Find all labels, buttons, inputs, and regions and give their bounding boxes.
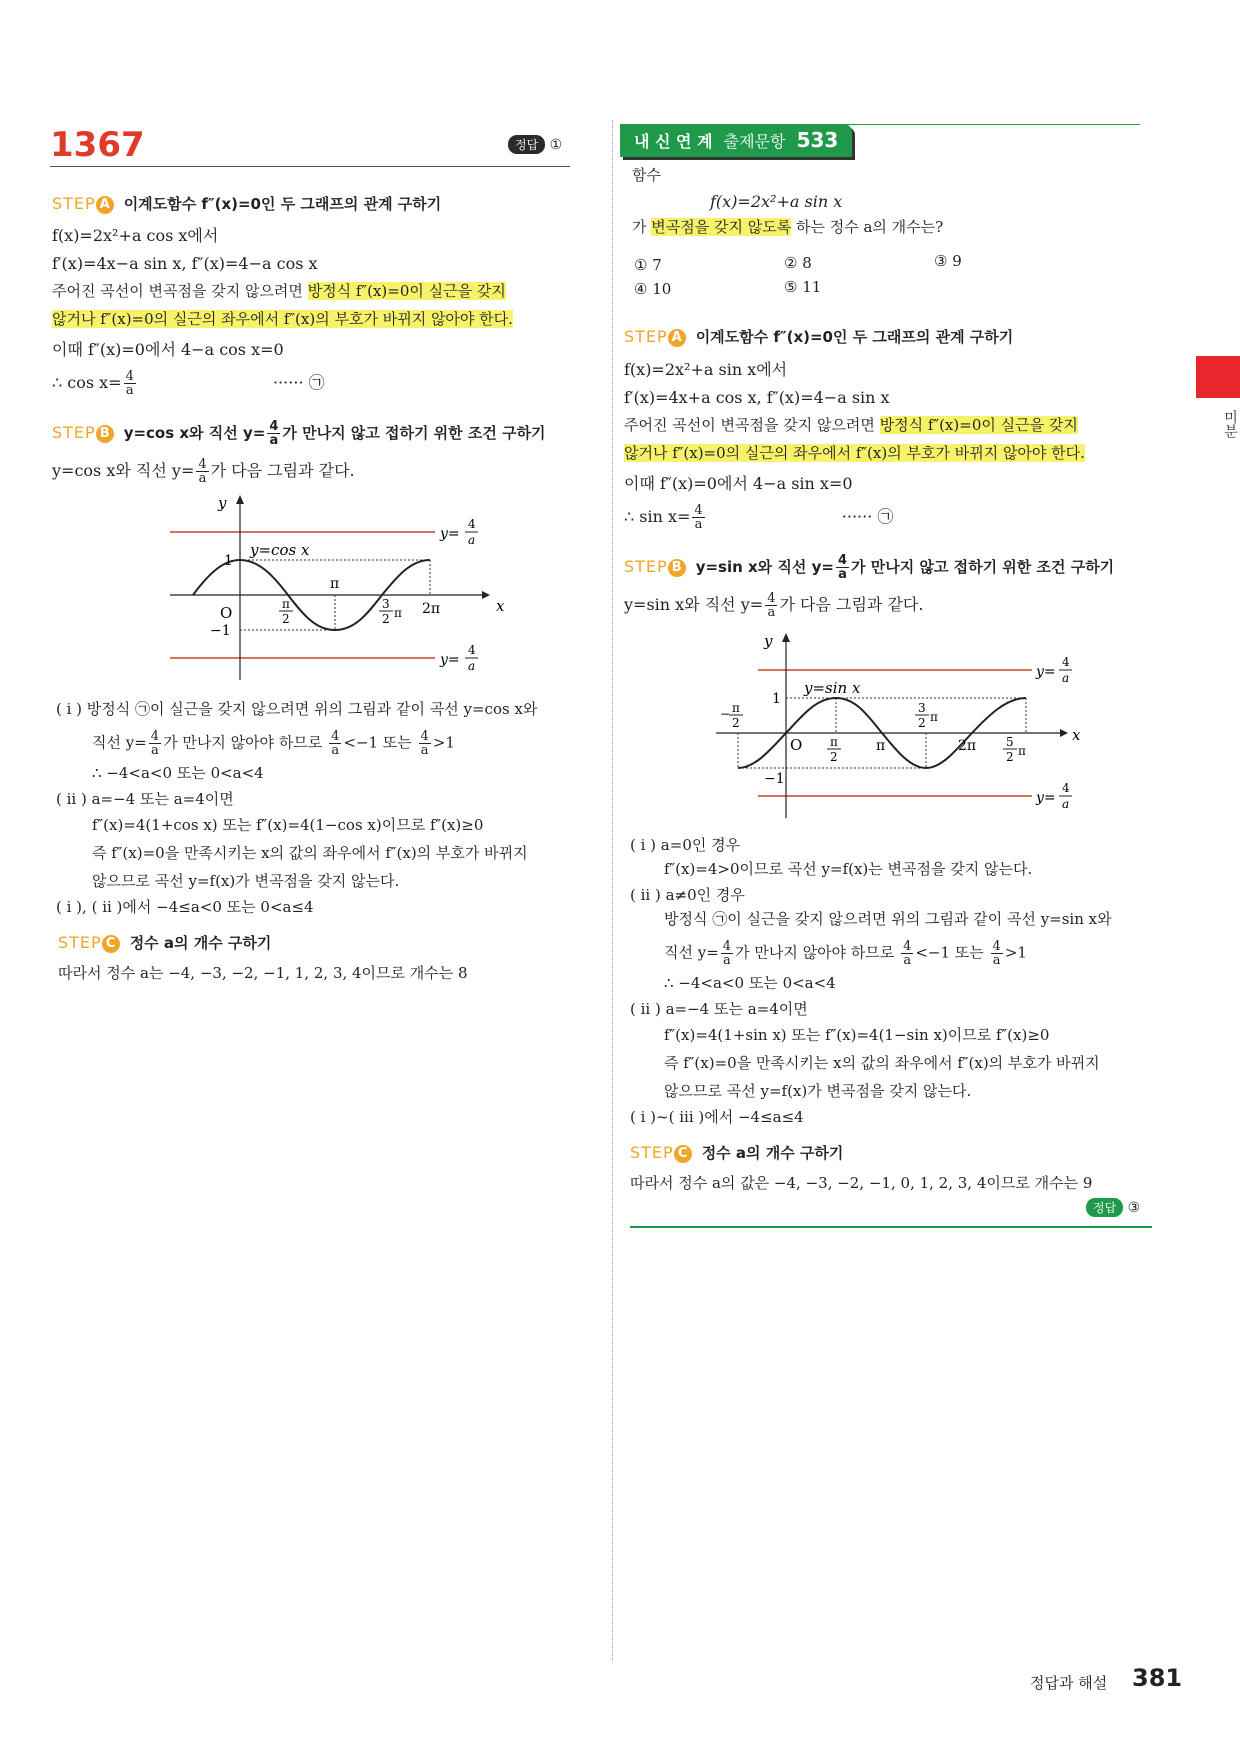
fraction bbox=[419, 730, 431, 757]
denominator: a bbox=[125, 383, 134, 398]
five-half-den: 2 bbox=[1006, 750, 1014, 764]
answer-badge: 정답 bbox=[1086, 1198, 1123, 1217]
choice-3: ③ 9 bbox=[934, 252, 962, 270]
y-axis-arrow bbox=[236, 495, 244, 504]
column-divider bbox=[612, 120, 613, 1660]
text-line: ( i ) a=0인 경우 bbox=[630, 836, 741, 854]
bottom-line-num: 4 bbox=[1062, 781, 1070, 795]
top-line-num: 4 bbox=[468, 517, 476, 531]
text-line: 즉 f″(x)=0을 만족시키는 x의 값의 좌우에서 f″(x)의 부호가 바뀌지 bbox=[664, 1054, 1100, 1072]
question-line bbox=[632, 218, 943, 238]
text-line: f(x)=2x²+a sin x에서 bbox=[624, 360, 788, 379]
x-axis-arrow bbox=[1060, 729, 1068, 737]
bottom-line-den: a bbox=[468, 659, 476, 673]
equation-tag: ······ ㉠ bbox=[272, 373, 325, 392]
neg-half-num: π bbox=[732, 701, 740, 715]
numerator: 4 bbox=[992, 939, 1001, 954]
text-line bbox=[52, 458, 355, 485]
fraction bbox=[149, 730, 161, 757]
question-line: f(x)=2x²+a sin x bbox=[710, 192, 843, 211]
linked-problem-banner bbox=[620, 124, 852, 157]
text-line: 이때 f″(x)=0에서 4−a sin x=0 bbox=[624, 474, 853, 493]
highlight-span: 않거나 f″(x)=0의 실근의 좌우에서 f″(x)의 부호가 바뀌지 않아야 한다. bbox=[624, 444, 1085, 462]
answer-value: ③ bbox=[1127, 1200, 1141, 1216]
step-label: STEP bbox=[52, 194, 96, 213]
answer-badge: 정답 bbox=[508, 135, 545, 154]
cos-graph bbox=[160, 490, 510, 690]
step-a-heading bbox=[624, 326, 1013, 347]
numerator: 4 bbox=[694, 503, 703, 518]
minus-one-label: −1 bbox=[764, 771, 785, 787]
denominator: a bbox=[151, 743, 159, 758]
step-letter: C bbox=[102, 935, 120, 953]
fraction bbox=[991, 940, 1003, 967]
text-line: ( i ), ( ii )에서 −4≤a<0 또는 0<a≤4 bbox=[56, 898, 314, 916]
text-span: >1 bbox=[1004, 943, 1027, 962]
text-span: 주어진 곡선이 변곡점을 갖지 않으려면 bbox=[624, 416, 880, 434]
text-span: 가 만나지 않아야 하므로 bbox=[735, 943, 900, 962]
step-title: 정수 a의 개수 구하기 bbox=[129, 934, 272, 952]
denominator: a bbox=[420, 743, 429, 758]
x-axis-arrow bbox=[482, 591, 490, 599]
step-a-heading bbox=[52, 193, 441, 214]
two-pi-label: 2π bbox=[958, 738, 977, 754]
fraction bbox=[267, 420, 280, 447]
step-b-heading bbox=[624, 554, 1114, 581]
text-line: f′(x)=4x+a cos x, f″(x)=4−a sin x bbox=[624, 388, 890, 407]
text-line: 즉 f″(x)=0을 만족시키는 x의 값의 좌우에서 f″(x)의 부호가 바뀌지 bbox=[92, 844, 528, 862]
text-span: <−1 또는 bbox=[915, 943, 989, 962]
step-title: 가 만나지 않고 접하기 위한 조건 구하기 bbox=[282, 424, 546, 442]
step-c-heading bbox=[58, 932, 271, 953]
answer-value: ① bbox=[549, 137, 563, 153]
top-line-label: y= bbox=[440, 526, 460, 542]
pi-half-num: π bbox=[282, 597, 290, 611]
denominator: a bbox=[903, 953, 912, 968]
equation-tag: ······ ㉠ bbox=[841, 507, 894, 526]
text-line: ∴ −4<a<0 또는 0<a<4 bbox=[664, 974, 836, 992]
text-span: <−1 또는 bbox=[343, 733, 417, 752]
denominator: a bbox=[838, 567, 847, 582]
five-half-num: 5 bbox=[1006, 735, 1014, 749]
origin-label: O bbox=[790, 736, 803, 754]
pi-label: π bbox=[876, 738, 886, 754]
three-half-num: 3 bbox=[382, 597, 390, 611]
x-axis-label: x bbox=[1072, 726, 1081, 744]
text-span: y=sin x와 직선 y= bbox=[624, 595, 764, 614]
numerator: 4 bbox=[903, 939, 912, 954]
fraction bbox=[765, 592, 777, 619]
denominator: a bbox=[198, 471, 207, 486]
text-line: 방정식 ㉠이 실근을 갖지 않으려면 위의 그림과 같이 곡선 y=sin x와 bbox=[664, 910, 1112, 928]
text-line bbox=[624, 416, 1078, 436]
neg-half-den: 2 bbox=[732, 716, 740, 730]
highlight-span: 방정식 f″(x)=0이 실근을 갖지 bbox=[307, 282, 506, 300]
denominator: a bbox=[723, 953, 731, 968]
problem-number: 1367 bbox=[50, 125, 145, 165]
y-axis-label: y bbox=[218, 494, 227, 512]
linked-answer-indicator bbox=[1086, 1198, 1140, 1217]
top-line-den: a bbox=[468, 533, 476, 547]
y-axis-label: y bbox=[764, 632, 773, 650]
step-c-heading bbox=[630, 1142, 843, 1163]
text-line bbox=[52, 282, 506, 302]
answer-indicator bbox=[508, 135, 562, 154]
text-span: 주어진 곡선이 변곡점을 갖지 않으려면 bbox=[52, 282, 308, 300]
y-axis-arrow bbox=[782, 633, 790, 642]
step-title: 가 만나지 않고 접하기 위한 조건 구하기 bbox=[851, 558, 1115, 576]
three-half-den: 2 bbox=[918, 716, 926, 730]
half-pi-num: π bbox=[830, 735, 838, 749]
three-half-den: 2 bbox=[382, 612, 390, 626]
text-line bbox=[664, 940, 1027, 967]
text-line: 따라서 정수 a의 값은 −4, −3, −2, −1, 0, 1, 2, 3, 4이므로 개수는 9 bbox=[630, 1174, 1093, 1192]
text-line: ∴ −4<a<0 또는 0<a<4 bbox=[92, 764, 264, 782]
five-half-pi: π bbox=[1018, 744, 1026, 758]
sin-graph bbox=[710, 628, 1090, 828]
denominator: a bbox=[331, 743, 340, 758]
text-line: 따라서 정수 a는 −4, −3, −2, −1, 1, 2, 3, 4이므로 개수는 8 bbox=[58, 964, 468, 982]
text-line: 않으므로 곡선 y=f(x)가 변곡점을 갖지 않는다. bbox=[664, 1082, 972, 1100]
banner-number: 533 bbox=[796, 128, 839, 152]
numerator: 4 bbox=[331, 729, 340, 744]
text-line bbox=[624, 504, 893, 531]
highlight-span: 변곡점을 갖지 않도록 bbox=[651, 218, 792, 236]
text-span: 가 만나지 않아야 하므로 bbox=[163, 733, 328, 752]
step-title: 이계도함수 f″(x)=0인 두 그래프의 관계 구하기 bbox=[695, 328, 1014, 346]
highlight-span: 않거나 f″(x)=0의 실근의 좌우에서 f″(x)의 부호가 바뀌지 않아야 한다. bbox=[52, 310, 513, 328]
three-half-num: 3 bbox=[918, 701, 926, 715]
choice-1: ① 7 bbox=[634, 256, 662, 274]
text-line bbox=[624, 592, 923, 619]
top-line-den: a bbox=[1062, 671, 1070, 685]
numerator: 4 bbox=[837, 553, 847, 568]
fraction bbox=[721, 940, 733, 967]
step-title: 이계도함수 f″(x)=0인 두 그래프의 관계 구하기 bbox=[123, 195, 442, 213]
step-title: y=cos x와 직선 y= bbox=[123, 424, 266, 442]
bottom-line-den: a bbox=[1062, 797, 1070, 811]
page-number: 381 bbox=[1132, 1664, 1183, 1692]
curve-label: y=cos x bbox=[250, 541, 310, 559]
step-title: y=sin x와 직선 y= bbox=[695, 558, 834, 576]
step-b-heading bbox=[52, 420, 546, 447]
text-line: ( ii ) a=−4 또는 a=4이면 bbox=[630, 1000, 808, 1018]
question-line: 함수 bbox=[632, 166, 661, 184]
highlight-span: 방정식 f″(x)=0이 실근을 갖지 bbox=[879, 416, 1078, 434]
choice-5: ⑤ 11 bbox=[784, 278, 822, 296]
curve-label: y=sin x bbox=[804, 679, 861, 697]
text-span: 직선 y= bbox=[92, 733, 147, 752]
choice-2: ② 8 bbox=[784, 254, 812, 272]
denominator: a bbox=[767, 605, 776, 620]
fraction bbox=[901, 940, 913, 967]
step-label: STEP bbox=[624, 557, 668, 576]
linked-end-rule bbox=[630, 1226, 1152, 1228]
denominator: a bbox=[992, 953, 1001, 968]
header-rule bbox=[50, 166, 570, 167]
minus-one-label: −1 bbox=[210, 623, 231, 639]
pi-label: π bbox=[330, 576, 340, 592]
bottom-line-label: y= bbox=[1036, 790, 1056, 806]
origin-label: O bbox=[220, 604, 233, 622]
text-span: 직선 y= bbox=[664, 943, 719, 962]
step-label: STEP bbox=[58, 933, 102, 952]
step-letter: B bbox=[96, 425, 114, 443]
text-line: f′(x)=4x−a sin x, f″(x)=4−a cos x bbox=[52, 254, 318, 273]
text-span: y=cos x와 직선 y= bbox=[52, 461, 195, 480]
fraction bbox=[196, 458, 208, 485]
text-line: ( ii ) a≠0인 경우 bbox=[630, 886, 745, 904]
fraction bbox=[124, 370, 136, 397]
text-line bbox=[624, 444, 1085, 464]
banner-sub: 출제문항 bbox=[723, 132, 786, 151]
text-span: ∴ cos x= bbox=[52, 373, 122, 392]
text-line: f″(x)=4(1+sin x) 또는 f″(x)=4(1−sin x)이므로 f″(x)≥0 bbox=[664, 1026, 1050, 1044]
text-line: f″(x)=4>0이므로 곡선 y=f(x)는 변곡점을 갖지 않는다. bbox=[664, 860, 1033, 878]
text-line: f(x)=2x²+a cos x에서 bbox=[52, 226, 219, 245]
fraction bbox=[692, 504, 704, 531]
step-label: STEP bbox=[624, 327, 668, 346]
pi-half-den: 2 bbox=[282, 612, 290, 626]
text-span: 하는 정수 a의 개수는? bbox=[791, 218, 944, 236]
text-line: f″(x)=4(1+cos x) 또는 f″(x)=4(1−cos x)이므로 f″(x)≥0 bbox=[92, 816, 484, 834]
numerator: 4 bbox=[198, 457, 207, 472]
text-line: 않으므로 곡선 y=f(x)가 변곡점을 갖지 않는다. bbox=[92, 872, 400, 890]
fraction bbox=[836, 554, 849, 581]
top-line-num: 4 bbox=[1062, 655, 1070, 669]
numerator: 4 bbox=[269, 419, 279, 434]
text-line: ( i ) 방정식 ㉠이 실근을 갖지 않으려면 위의 그림과 같이 곡선 y=cos x와 bbox=[56, 700, 538, 718]
half-pi-den: 2 bbox=[830, 750, 838, 764]
step-letter: A bbox=[96, 196, 114, 214]
one-label: 1 bbox=[224, 553, 233, 569]
three-half-pi: π bbox=[930, 710, 938, 724]
numerator: 4 bbox=[150, 729, 160, 744]
bottom-line-num: 4 bbox=[468, 643, 476, 657]
text-span: ∴ sin x= bbox=[624, 507, 691, 526]
bottom-line-label: y= bbox=[440, 652, 460, 668]
text-line bbox=[52, 370, 325, 397]
banner-label: 내 신 연 계 bbox=[634, 132, 713, 151]
denominator: a bbox=[269, 433, 279, 448]
numerator: 4 bbox=[767, 591, 776, 606]
numerator: 4 bbox=[420, 729, 429, 744]
text-line bbox=[92, 730, 455, 757]
step-letter: C bbox=[674, 1145, 692, 1163]
neg-half-minus: − bbox=[720, 707, 731, 721]
step-letter: B bbox=[668, 559, 686, 577]
numerator: 4 bbox=[125, 369, 134, 384]
x-axis-label: x bbox=[496, 597, 505, 615]
one-label: 1 bbox=[772, 691, 781, 707]
text-line: ( ii ) a=−4 또는 a=4이면 bbox=[56, 790, 234, 808]
text-span: 가 다음 그림과 같다. bbox=[210, 461, 355, 480]
chapter-tab-label: 미분 bbox=[1222, 410, 1238, 438]
step-title: 정수 a의 개수 구하기 bbox=[701, 1144, 844, 1162]
two-pi-label: 2π bbox=[422, 601, 441, 617]
text-span: >1 bbox=[432, 733, 455, 752]
text-span: 가 다음 그림과 같다. bbox=[779, 595, 924, 614]
step-label: STEP bbox=[630, 1143, 674, 1162]
step-label: STEP bbox=[52, 423, 96, 442]
text-line: 이때 f″(x)=0에서 4−a cos x=0 bbox=[52, 340, 284, 359]
step-letter: A bbox=[668, 329, 686, 347]
footer-label: 정답과 해설 bbox=[1030, 1674, 1108, 1692]
chapter-tab bbox=[1196, 356, 1240, 398]
numerator: 4 bbox=[722, 939, 732, 954]
denominator: a bbox=[694, 517, 703, 532]
top-line-label: y= bbox=[1036, 664, 1056, 680]
text-line bbox=[52, 310, 513, 330]
fraction bbox=[329, 730, 341, 757]
text-span: 가 bbox=[632, 218, 652, 236]
choice-4: ④ 10 bbox=[634, 280, 672, 298]
three-half-pi: π bbox=[394, 606, 402, 620]
text-line: ( i )~( iii )에서 −4≤a≤4 bbox=[630, 1108, 804, 1126]
